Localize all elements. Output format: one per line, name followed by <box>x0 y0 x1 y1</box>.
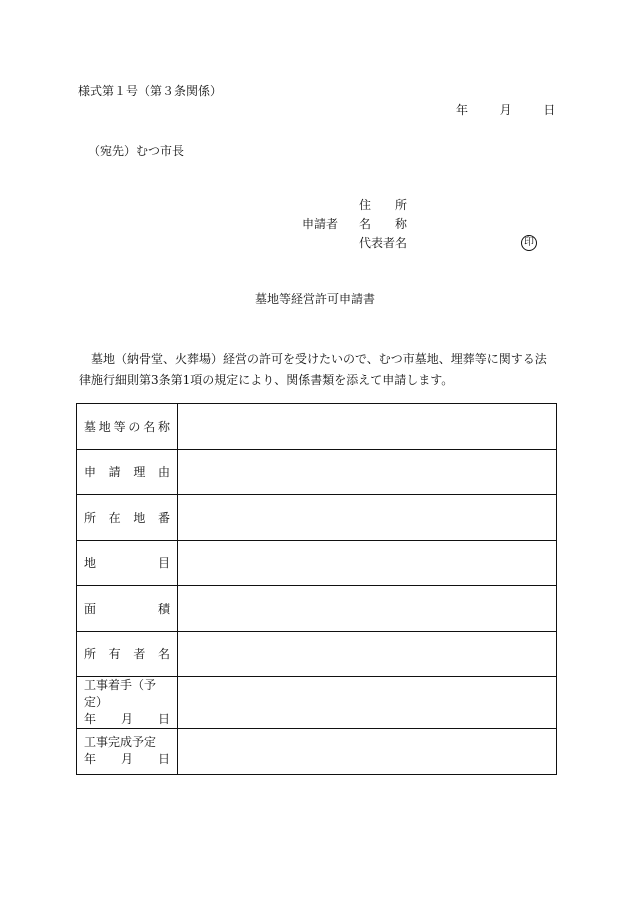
form-number: 様式第１号（第３条関係） <box>78 84 223 98</box>
table-row <box>77 586 557 632</box>
seal-mark: 印 <box>521 235 537 251</box>
row-label: 所 有 者 名 <box>84 647 170 662</box>
name-label: 名 称 <box>359 217 408 231</box>
row-label: 工事着手（予定） <box>84 678 157 709</box>
table-row <box>77 631 557 677</box>
row-value-cell[interactable] <box>178 631 557 677</box>
row-value-cell[interactable] <box>178 540 557 586</box>
row-value-cell[interactable] <box>178 586 557 632</box>
row-label-cell <box>77 449 178 495</box>
row-label-cell <box>77 729 178 775</box>
row-label: 面 積 <box>84 601 170 616</box>
date-line <box>456 104 555 116</box>
row-value-cell[interactable] <box>178 404 557 450</box>
table-row <box>77 404 557 450</box>
address-label: 住 所 <box>359 198 408 212</box>
table-row <box>77 540 557 586</box>
row-value-cell[interactable] <box>178 677 557 729</box>
date-part: 月 <box>120 712 133 726</box>
table-row <box>77 495 557 541</box>
row-label: 工事完成予定 <box>84 735 157 750</box>
date-part: 年 <box>84 752 97 767</box>
table-row <box>77 449 557 495</box>
row-value-cell[interactable] <box>178 495 557 541</box>
representative-label: 代表者名 <box>359 236 408 250</box>
row-date-sublabel <box>84 711 170 728</box>
date-month: 月 <box>499 103 512 117</box>
row-label: 地 目 <box>84 556 170 571</box>
date-part: 月 <box>120 752 133 767</box>
row-label: 所 在 地 番 <box>84 510 170 525</box>
row-value-cell[interactable] <box>178 449 557 495</box>
row-label: 墓 地 等 の 名 称 <box>84 419 170 434</box>
addressee: （宛先）むつ市長 <box>88 144 185 158</box>
applicant-label: 申請者 <box>302 217 339 231</box>
row-label-cell <box>77 540 178 586</box>
date-part: 年 <box>84 712 97 726</box>
table-row <box>77 729 557 775</box>
date-part: 日 <box>157 752 170 767</box>
row-label-cell <box>77 631 178 677</box>
table-row <box>77 677 557 729</box>
row-date-sublabel <box>84 751 170 768</box>
row-label-cell <box>77 586 178 632</box>
body-text: 墓地（納骨堂、火葬場）経営の許可を受けたいので、むつ市墓地、埋葬等に関する法律施行細則第3条第1項の規定により、関係書類を添えて申請します。 <box>79 352 547 387</box>
row-value-cell[interactable] <box>178 729 557 775</box>
row-label-cell <box>77 404 178 450</box>
document-title: 墓地等経営許可申請書 <box>254 292 375 306</box>
row-label-cell <box>77 677 178 729</box>
row-label: 申 請 理 由 <box>84 465 170 480</box>
date-part: 日 <box>157 712 170 726</box>
date-day: 日 <box>543 103 556 117</box>
info-table <box>76 403 557 775</box>
date-year: 年 <box>456 103 469 117</box>
row-label-cell <box>77 495 178 541</box>
